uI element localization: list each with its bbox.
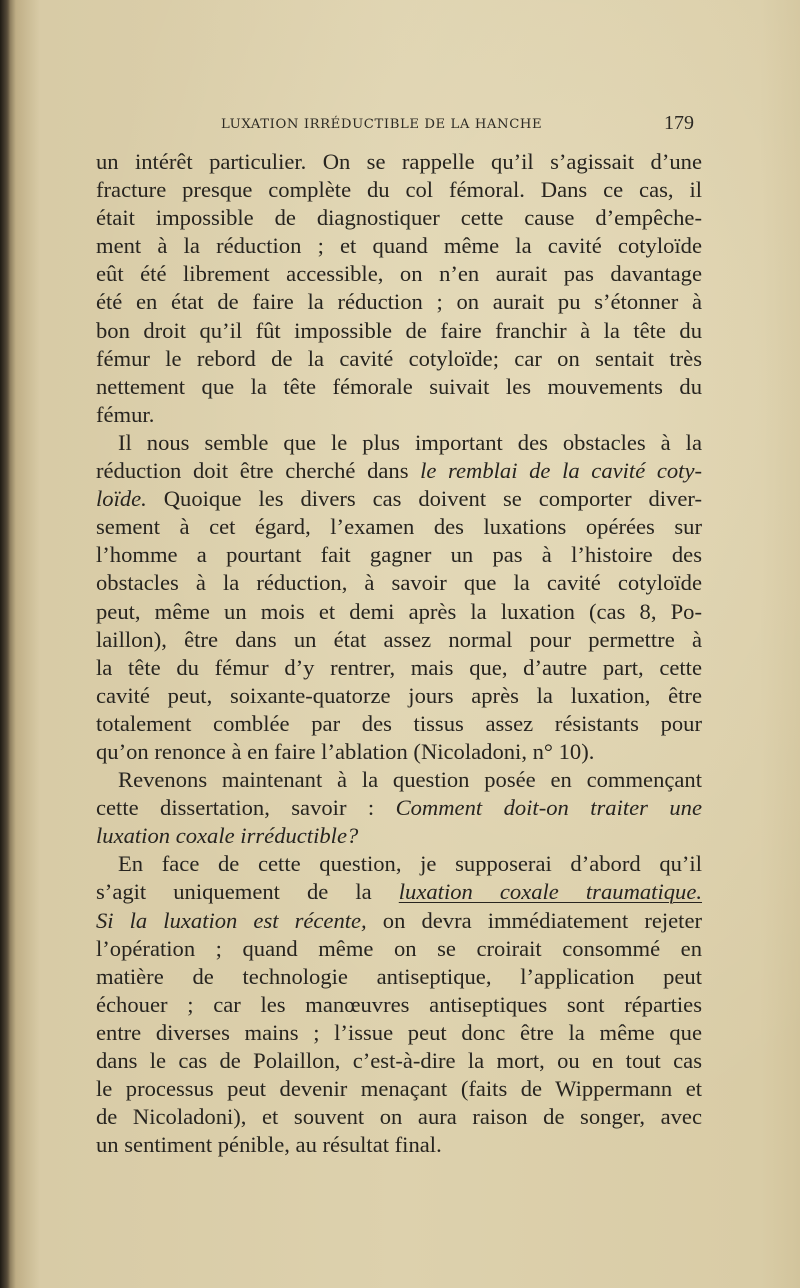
text-line — [96, 485, 702, 513]
text-line: fracture presque complète du col fémoral. Dans ce cas, il — [96, 177, 702, 203]
text-run: on devra immédiatement rejeter — [366, 907, 703, 933]
text-line — [96, 878, 702, 906]
italic-run: loïde. — [96, 486, 147, 512]
book-spine-shadow — [0, 0, 10, 1288]
text-line — [96, 907, 702, 935]
italic-run: luxation coxale irréductible? — [96, 823, 359, 849]
body-text — [96, 148, 702, 1159]
text-line: était impossible de diagnostiquer cette cause d’empêche- — [96, 205, 702, 231]
text-line: ment à la réduction ; et quand même la cavité cotyloïde — [96, 233, 702, 259]
text-line: entre diverses mains ; l’issue peut donc être la même que — [96, 1019, 702, 1045]
text-line: obstacles à la réduction, à savoir que la cavité cotyloïde — [96, 570, 702, 596]
text-line: échouer ; car les manœuvres antiseptiques sont réparties — [96, 991, 702, 1017]
text-line: totalement comblée par des tissus assez résistants pour — [96, 710, 702, 736]
text-run: Quoique les divers cas doivent se comporter diver- — [146, 486, 702, 512]
italic-run: le remblai de la cavité coty- — [420, 458, 703, 484]
text-run: s’agit uniquement de la — [96, 879, 399, 905]
text-line: bon droit qu’il fût impossible de faire franchir à la tête du — [96, 317, 702, 343]
text-line — [96, 457, 702, 485]
italic-run: Comment doit-on traiter une — [395, 795, 702, 821]
text-run: cette dissertation, savoir : — [96, 795, 396, 821]
running-head: LUXATION IRRÉDUCTIBLE DE LA HANCHE — [221, 117, 543, 132]
text-line: dans le cas de Polaillon, c’est-à-dire la mort, ou en tout cas — [96, 1048, 702, 1073]
text-line: un intérêt particulier. On se rappelle qu’il s’agissait d’une — [96, 149, 702, 174]
text-line — [96, 822, 702, 850]
text-line: Il nous semble que le plus important des obstacles à la — [118, 429, 702, 455]
text-run: réduction doit être cherché dans — [96, 458, 421, 484]
text-line: de Nicoladoni), et souvent on aura raison de songer, avec — [96, 1104, 702, 1130]
text-line: matière de technologie antiseptique, l’application peut — [96, 963, 702, 989]
text-line: l’opération ; quand même on se croirait consommé en — [96, 935, 702, 961]
text-line: laillon), être dans un état assez normal pour permettre à — [96, 626, 702, 652]
text-line: fémur. — [96, 401, 155, 427]
text-line: qu’on renonce à en faire l’ablation (Nicoladoni, n° 10). — [96, 738, 595, 764]
text-line: sement à cet égard, l’examen des luxations opérées sur — [96, 514, 702, 540]
text-line: eût été librement accessible, on n’en aurait pas davantage — [96, 261, 702, 287]
page-header — [96, 110, 702, 138]
page-number: 179 — [664, 112, 694, 134]
text-line: la tête du fémur d’y rentrer, mais que, d’autre part, cette — [96, 654, 702, 680]
text-line — [96, 794, 702, 822]
text-line: l’homme a pourtant fait gagner un pas à l’histoire des — [96, 542, 702, 568]
text-line: Revenons maintenant à la question posée en commençant — [118, 767, 702, 793]
text-line: peut, même un mois et demi après la luxation (cas 8, Po- — [96, 598, 702, 624]
text-line: fémur le rebord de la cavité cotyloïde; car on sentait très — [96, 345, 702, 371]
italic-run: luxation coxale traumatique. — [398, 879, 703, 905]
text-line: nettement que la tête fémorale suivait les mouvements du — [96, 373, 702, 399]
text-line: le processus peut devenir menaçant (faits de Wippermann et — [96, 1076, 702, 1102]
text-line: cavité peut, soixante-quatorze jours après la luxation, être — [96, 682, 702, 708]
text-line: En face de cette question, je supposerai d’abord qu’il — [118, 851, 702, 877]
italic-run: Si la luxation est récente, — [96, 907, 367, 933]
text-line: été en état de faire la réduction ; on aurait pu s’étonner à — [96, 289, 702, 315]
text-line: un sentiment pénible, au résultat final. — [96, 1132, 442, 1158]
